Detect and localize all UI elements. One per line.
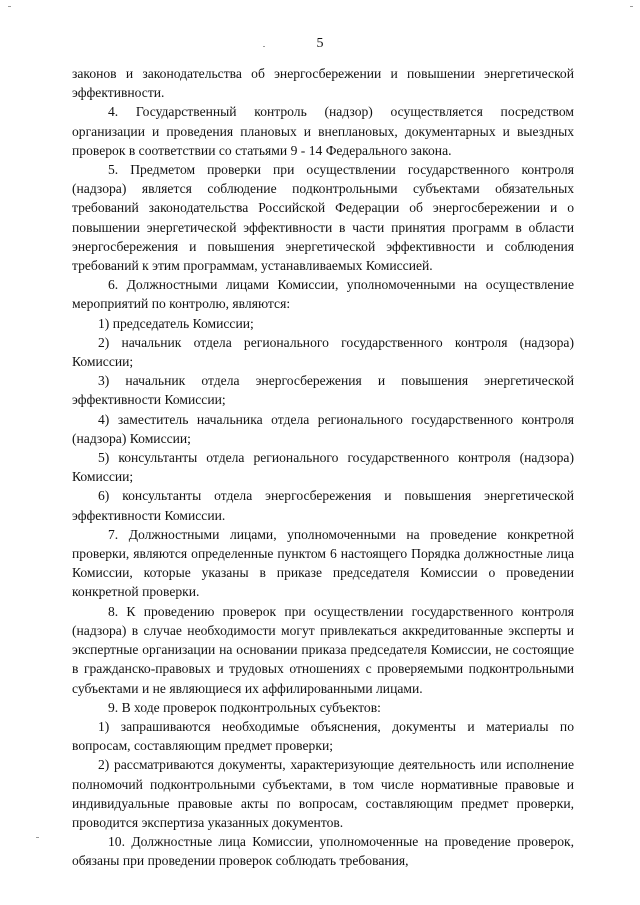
paragraph-continuation: законов и законодательства об энергосбережении и повышении энергетической эффективности. — [72, 66, 574, 101]
scan-mark — [630, 6, 633, 7]
clause-9-item-1: 1) запрашиваются необходимые объяснения, документы и материалы по вопросам, составляющим предмет проверки; — [72, 718, 574, 754]
clause-6-item-5: 5) консультанты отдела регионального государственного контроля (надзора) Комиссии; — [72, 450, 574, 485]
clause-6-item-4: 4) заместитель начальника отдела регионального государственного контроля (надзора) Комиссии; — [72, 411, 574, 446]
clause-6-item-2: 2) начальник отдела регионального государственного контроля (надзора) Комиссии; — [72, 334, 574, 370]
clause-6-item-6: 6) консультанты отдела энергосбережения и повышения энергетической эффективности Комиссии. — [72, 488, 574, 523]
scan-mark — [36, 837, 39, 838]
clause-9-item-2: 2) рассматриваются документы, характеризующие деятельность или исполнение полномочий подконтрольными субъектами, в том числе нормативные правовые и индивидуальные правовые акты по вопросам, составляющим предмет проверки, проводится экспертиза указанных документов. — [72, 757, 574, 830]
clause-10: 10. Должностные лица Комиссии, уполномоченные на проведение проверок, обязаны при проведении проверок соблюдать требования, — [72, 834, 574, 869]
clause-5: 5. Предметом проверки при осуществлении государственного контроля (надзора) является соблюдение подконтрольными субъектами обязательных требований законодательства Российской Федерации об энергосбережении и о повышении энергетической эффективности в части принятия программ в области энергосбережения и повышения энергетической эффективности и соблюдения требований к этим программам, устанавливаемых Комиссией. — [72, 162, 574, 274]
clause-9: 9. В ходе проверок подконтрольных субъектов: — [108, 699, 381, 715]
clause-6-item-3: 3) начальник отдела энергосбережения и повышения энергетической эффективности Комиссии; — [72, 373, 574, 408]
clause-7: 7. Должностными лицами, уполномоченными на проведение конкретной проверки, являются определенные пунктом 6 настоящего Порядка должностные лица Комиссии, которые указаны в приказе председателя Комиссии о проведении конкретной проверки. — [72, 526, 574, 600]
clause-6: 6. Должностными лицами Комиссии, уполномоченными на осуществление мероприятий по контролю, являются: — [72, 277, 574, 312]
page-number: 5 — [316, 36, 324, 51]
clause-8: 8. К проведению проверок при осуществлении государственного контроля (надзора) в случае необходимости могут привлекаться аккредитованные эксперты и экспертные организации на основании приказа председателя Комиссии, не состоящие в гражданско-правовых и трудовых отношениях с проверяемыми подконтрольными субъектами и не являющиеся их аффилированными лицами. — [72, 603, 574, 696]
clause-6-item-1: 1) председатель Комиссии; — [98, 315, 254, 331]
clause-4: 4. Государственный контроль (надзор) осуществляется посредством организации и проведения плановых и внеплановых, документарных и выездных проверок в соответствии со статьями 9 - 14 Федерального закона. — [72, 104, 574, 158]
document-body — [72, 64, 574, 871]
scan-mark — [8, 6, 11, 7]
